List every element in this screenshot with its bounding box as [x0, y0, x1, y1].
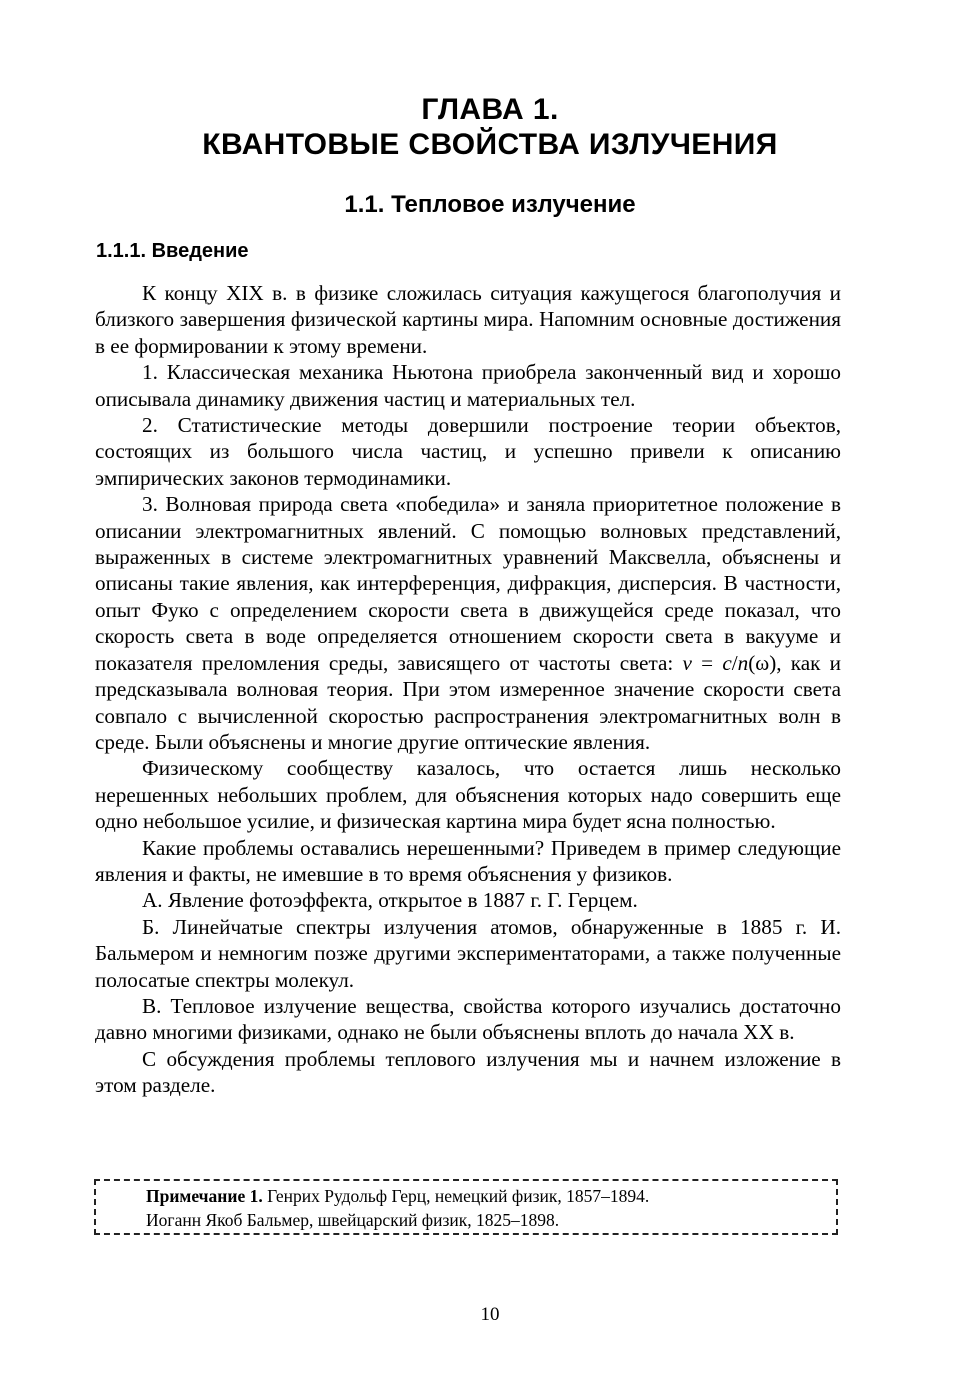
section-title: 1.1. Тепловое излучение: [344, 191, 636, 218]
chapter-title: КВАНТОВЫЕ СВОЙСТВА ИЗЛУЧЕНИЯ: [202, 128, 778, 161]
paragraph-item-c: В. Тепловое излучение вещества, свойства которого изучались достаточно давно многими физиками, однако не были объяснены вплоть до начала XX в.: [95, 993, 841, 1045]
paragraph-problems: Какие проблемы оставались нерешенными? Приведем в пример следующие явления и факты, не имевшие в то время объяснения у физиков.: [95, 835, 841, 886]
light-speed-formula: [683, 651, 777, 675]
paragraph-item-a: А. Явление фотоэффекта, открытое в 1887 г. Г. Герцем.: [142, 888, 638, 913]
body-text: [95, 280, 841, 1099]
chapter-number: ГЛАВА 1.: [421, 93, 559, 126]
paragraph-item-1: 1. Классическая механика Ньютона приобрела законченный вид и хорошо описывала динамику движения частиц и материальных тел.: [95, 360, 841, 411]
chapter-heading: [0, 92, 980, 162]
paragraph-item-b: Б. Линейчатые спектры излучения атомов, обнаруженные в 1885 г. И. Бальмером и немногим позже другими экспериментаторами, а также полученные полосатые спектры молекул.: [95, 914, 841, 992]
formula-equals: =: [691, 650, 723, 675]
formula-arg: (ω): [748, 650, 777, 675]
paragraph-community: Физическому сообществу казалось, что остается лишь несколько нерешенных небольших проблем, для объяснения которых надо совершить еще одно небольшое усилие, и физическая картина мира будет ясна полностью.: [95, 756, 841, 834]
formula-c: c: [722, 650, 732, 675]
formula-n: n: [737, 650, 749, 675]
note-text-1: Генрих Рудольф Герц, немецкий физик, 1857–1894.: [262, 1186, 650, 1206]
paragraph-item-3-tail: , как и предсказывала волновая теория. При этом измеренное значение скорости света совпало с вычисленной скоростью распространения электромагнитных волн в среде. Были объяснены и многие другие оптические явления.: [95, 650, 842, 754]
paragraph-item-3: [95, 491, 841, 755]
note-label: Примечание 1.: [146, 1186, 263, 1206]
paragraph-intro: К концу XIX в. в физике сложилась ситуация кажущегося благополучия и близкого завершения физической картины мира. Напомним основные достижения в ее формировании к этому времени.: [95, 281, 841, 358]
paragraph-conclusion: С обсуждения проблемы теплового излучения мы и начнем изложение в этом разделе.: [95, 1046, 841, 1098]
formula-lhs: v: [682, 650, 692, 675]
page-number: 10: [480, 1304, 500, 1325]
paragraph-item-2: 2. Статистические методы довершили построение теории объектов, состоящих из большого числа частиц, и успешно привели к описанию эмпирических законов термодинамики.: [95, 413, 841, 490]
subsection-title: 1.1.1. Введение: [96, 240, 249, 262]
note-line-1: [146, 1184, 826, 1208]
note-line-2: Иоганн Якоб Бальмер, швейцарский физик, 1825–1898.: [146, 1210, 560, 1230]
paragraph-item-3-text: 3. Волновая природа света «победила» и заняла приоритетное положение в описании электромагнитных явлений. С помощью волновых представлений, выраженных в системе электромагнитных уравнений Максвелла, объяснены и описаны такие явления, как интерференция, дифракция, дисперсия. В частности, опыт Фуко с определением скорости света в движущейся среде показал, что скорость света в воде определяется отношением скорости света в вакууме и показателя преломления среды, зависящего от частоты света:: [95, 492, 841, 675]
formula-slash: /: [731, 650, 738, 675]
note-box: [94, 1179, 838, 1235]
